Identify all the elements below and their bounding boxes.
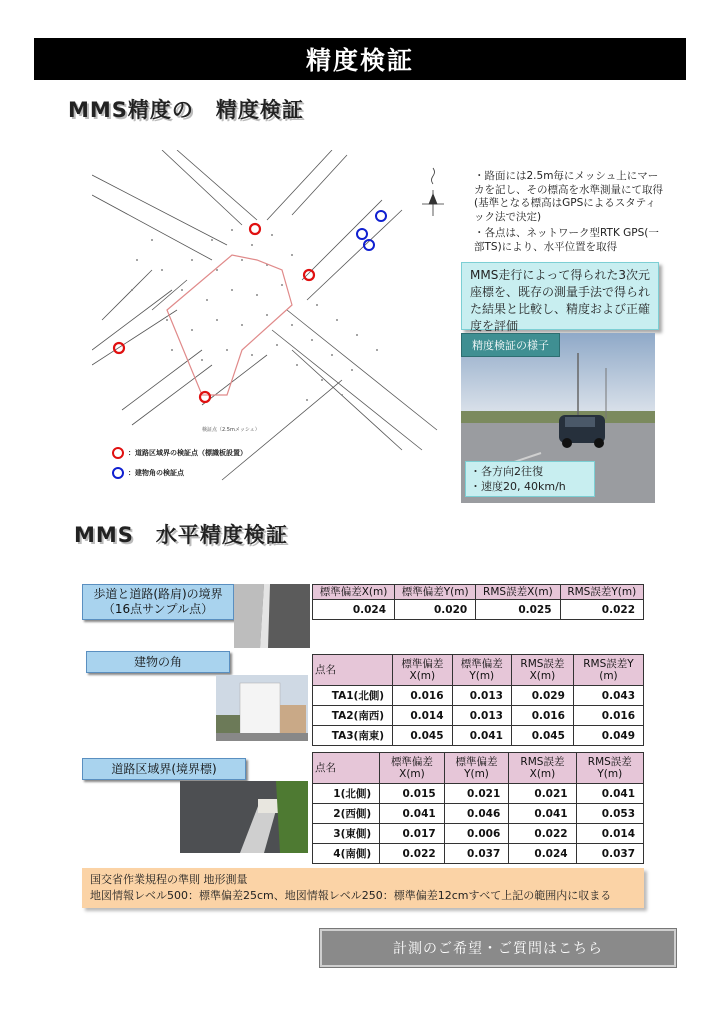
table2-cell: 0.043 [573,686,643,706]
survey-map-drawing [92,150,462,490]
table1-label-line: 歩道と道路(路肩)の境界 [93,587,223,601]
table2-cell: 0.041 [452,726,511,746]
photo-caption-line: ・各方向2往復 [470,465,543,478]
building-photo-image [216,675,308,741]
section2-heading: MMS 水平精度検証 [74,523,288,547]
standard-note-line: 地図情報レベル500：標準偏差25cm、地図情報レベル250：標準偏差12cmすべて上記の範囲内に収まる [90,889,612,902]
table-row [313,686,644,706]
building-photo [216,675,308,741]
table2-cell: 0.013 [452,706,511,726]
table3-cell: 2(西側) [313,804,380,824]
field-photo [461,333,655,503]
table3-label: 道路区域界(境界標) [82,758,246,780]
table3-header: RMS誤差 X(m) [509,753,576,784]
legend-red-label: ：道路区域界の検証点（標識板設置） [128,449,247,457]
table3-cell: 0.021 [509,784,576,804]
table3-cell: 0.037 [444,844,509,864]
table1-header: 標準偏差Y(m) [395,585,476,600]
table2-header: RMS誤差Y (m) [573,655,643,686]
photo-caption [465,461,595,497]
table-row [313,824,644,844]
table3-header: 点名 [313,753,380,784]
table1 [312,584,644,620]
table3-cell: 0.014 [576,824,643,844]
method-note: ・各点は、ネットワーク型RTK GPS(一部TS)により、水平位置を取得 [474,227,659,253]
table3-cell: 4(南側) [313,844,380,864]
table1-header: 標準偏差X(m) [313,585,395,600]
section1-heading: MMS精度の 精度検証 [68,98,304,122]
table1-cell: 0.022 [560,600,643,620]
table3-cell: 0.037 [576,844,643,864]
table3-cell: 3(東側) [313,824,380,844]
table2-cell: 0.014 [393,706,452,726]
table3-cell: 0.046 [444,804,509,824]
table1-cell: 0.024 [313,600,395,620]
table2 [312,654,644,746]
method-note: ・路面には2.5m毎にメッシュ上にマーカを記し、その標高を水準測量にて取得(基準となる標高はGPSによるスタティック法で決定) [474,170,663,223]
table2-cell: 0.016 [511,706,573,726]
boundary-photo-image [180,781,308,853]
table2-header: 点名 [313,655,393,686]
table3-cell: 0.015 [380,784,445,804]
table-row [313,844,644,864]
table3-cell: 0.017 [380,824,445,844]
table1-label-line: （16点サンプル点） [102,602,214,616]
mesh-label: 検証点（2.5mメッシュ） [202,427,260,433]
table2-header: RMS誤差 X(m) [511,655,573,686]
table2-header: 標準偏差 X(m) [393,655,452,686]
curb-photo [234,584,310,648]
table3-cell: 0.041 [380,804,445,824]
standard-note-line: 国交省作業規程の準則 地形測量 [90,873,248,886]
table3-cell: 0.053 [576,804,643,824]
table3-cell: 0.022 [380,844,445,864]
table2-header: 標準偏差 Y(m) [452,655,511,686]
table3-cell: 0.006 [444,824,509,844]
table3-cell: 0.024 [509,844,576,864]
standard-note [82,868,644,908]
table3-cell: 0.041 [509,804,576,824]
legend-blue-label: ：建物角の検証点 [128,469,184,477]
table3-header: 標準偏差 X(m) [380,753,445,784]
table3-header: RMS誤差 Y(m) [576,753,643,784]
page-banner [34,38,686,80]
table3 [312,752,644,864]
contact-button[interactable] [320,929,676,967]
table2-cell: TA3(南東) [313,726,393,746]
table2-cell: TA1(北側) [313,686,393,706]
table3-cell: 0.041 [576,784,643,804]
photo-caption-line: ・速度20, 40km/h [470,480,566,493]
boundary-photo [180,781,308,853]
table2-cell: 0.049 [573,726,643,746]
table-row [313,784,644,804]
table2-cell: 0.016 [573,706,643,726]
photo-tag: 精度検証の様子 [461,333,560,357]
table2-cell: TA2(南西) [313,706,393,726]
table2-label: 建物の角 [86,651,230,673]
table1-cell: 0.020 [395,600,476,620]
table-row [313,706,644,726]
table1-label [82,584,234,620]
table2-cell: 0.016 [393,686,452,706]
contact-button-label[interactable]: 計測のご希望・ご質問はこちら [393,941,603,957]
table2-cell: 0.045 [511,726,573,746]
table2-cell: 0.045 [393,726,452,746]
table3-cell: 0.022 [509,824,576,844]
survey-map [92,150,462,490]
curb-photo-image [234,584,310,648]
evaluation-callout: MMS走行によって得られた3次元座標を、既存の測量手法で得られた結果と比較し、精度および正確度を評価 [461,262,659,330]
table3-header: 標準偏差 Y(m) [444,753,509,784]
table2-cell: 0.013 [452,686,511,706]
method-notes [474,170,666,257]
table1-cell: 0.025 [476,600,560,620]
table-row [313,726,644,746]
table3-cell: 0.021 [444,784,509,804]
table3-cell: 1(北側) [313,784,380,804]
table1-header: RMS誤差Y(m) [560,585,643,600]
table-row [313,804,644,824]
page-title: 精度検証 [305,46,414,75]
table2-cell: 0.029 [511,686,573,706]
table1-header: RMS誤差X(m) [476,585,560,600]
